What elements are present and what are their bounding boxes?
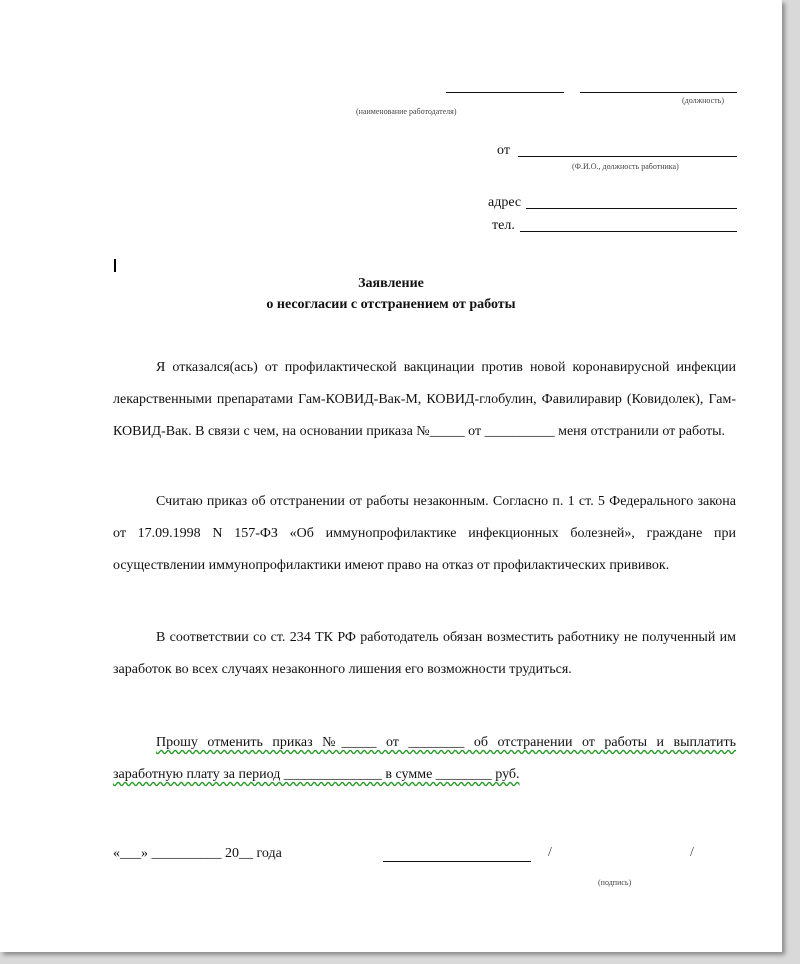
signature-separator-end: /: [690, 845, 694, 860]
date-field[interactable]: «___» __________ 20__ года: [113, 846, 282, 861]
text-cursor: [114, 259, 116, 272]
from-caption: (Ф.И.О., должность работника): [572, 162, 679, 171]
phone-line[interactable]: [520, 231, 737, 232]
paragraph-labor-code: В соответствии со ст. 234 ТК РФ работодатель обязан возместить работнику не полученный им заработок во всех случаях незаконного лишения его возможности трудиться.: [113, 630, 736, 677]
position-line[interactable]: [580, 92, 737, 93]
address-label: адрес: [488, 195, 522, 210]
phone-label: тел.: [492, 218, 515, 233]
employer-name-line[interactable]: [446, 92, 564, 93]
paragraph-refusal: Я отказался(ась) от профилактической вакцинации против новой коронавирусной инфекции лекарственными препаратами Гам-КОВИД-Вак-М, КОВИД-глобулин, Фавилиравир (Ковидолек), Гам-КОВИД-Вак. В связи с чем, на основании приказа №_____ от __________ меня отстранили от работы.: [113, 360, 736, 439]
paragraph-request: Прошу отменить приказ №_____ от ________ об отстранении от работы и выплатить заработную плату за период ______________ в сумме ________ руб.: [113, 735, 736, 782]
signature-line[interactable]: [383, 861, 531, 862]
signature-caption: (подпись): [598, 878, 632, 887]
from-line[interactable]: [518, 156, 737, 157]
signature-separator: /: [548, 845, 552, 860]
position-caption: (должность): [682, 96, 724, 105]
document-subtitle: о несогласии с отстранением от работы: [266, 297, 516, 312]
document-title: Заявление: [358, 276, 424, 291]
paragraph-law-reference: Считаю приказ об отстранении от работы незаконным. Согласно п. 1 ст. 5 Федерального закона от 17.09.1998 N 157-ФЗ «Об иммунопрофилактике инфекционных болезней», граждане при осуществлении иммунопрофилактики имеют право на отказ от профилактических прививок.: [113, 494, 736, 573]
from-label: от: [497, 143, 510, 158]
employer-caption: (наименование работодателя): [356, 107, 457, 116]
address-line[interactable]: [526, 208, 737, 209]
